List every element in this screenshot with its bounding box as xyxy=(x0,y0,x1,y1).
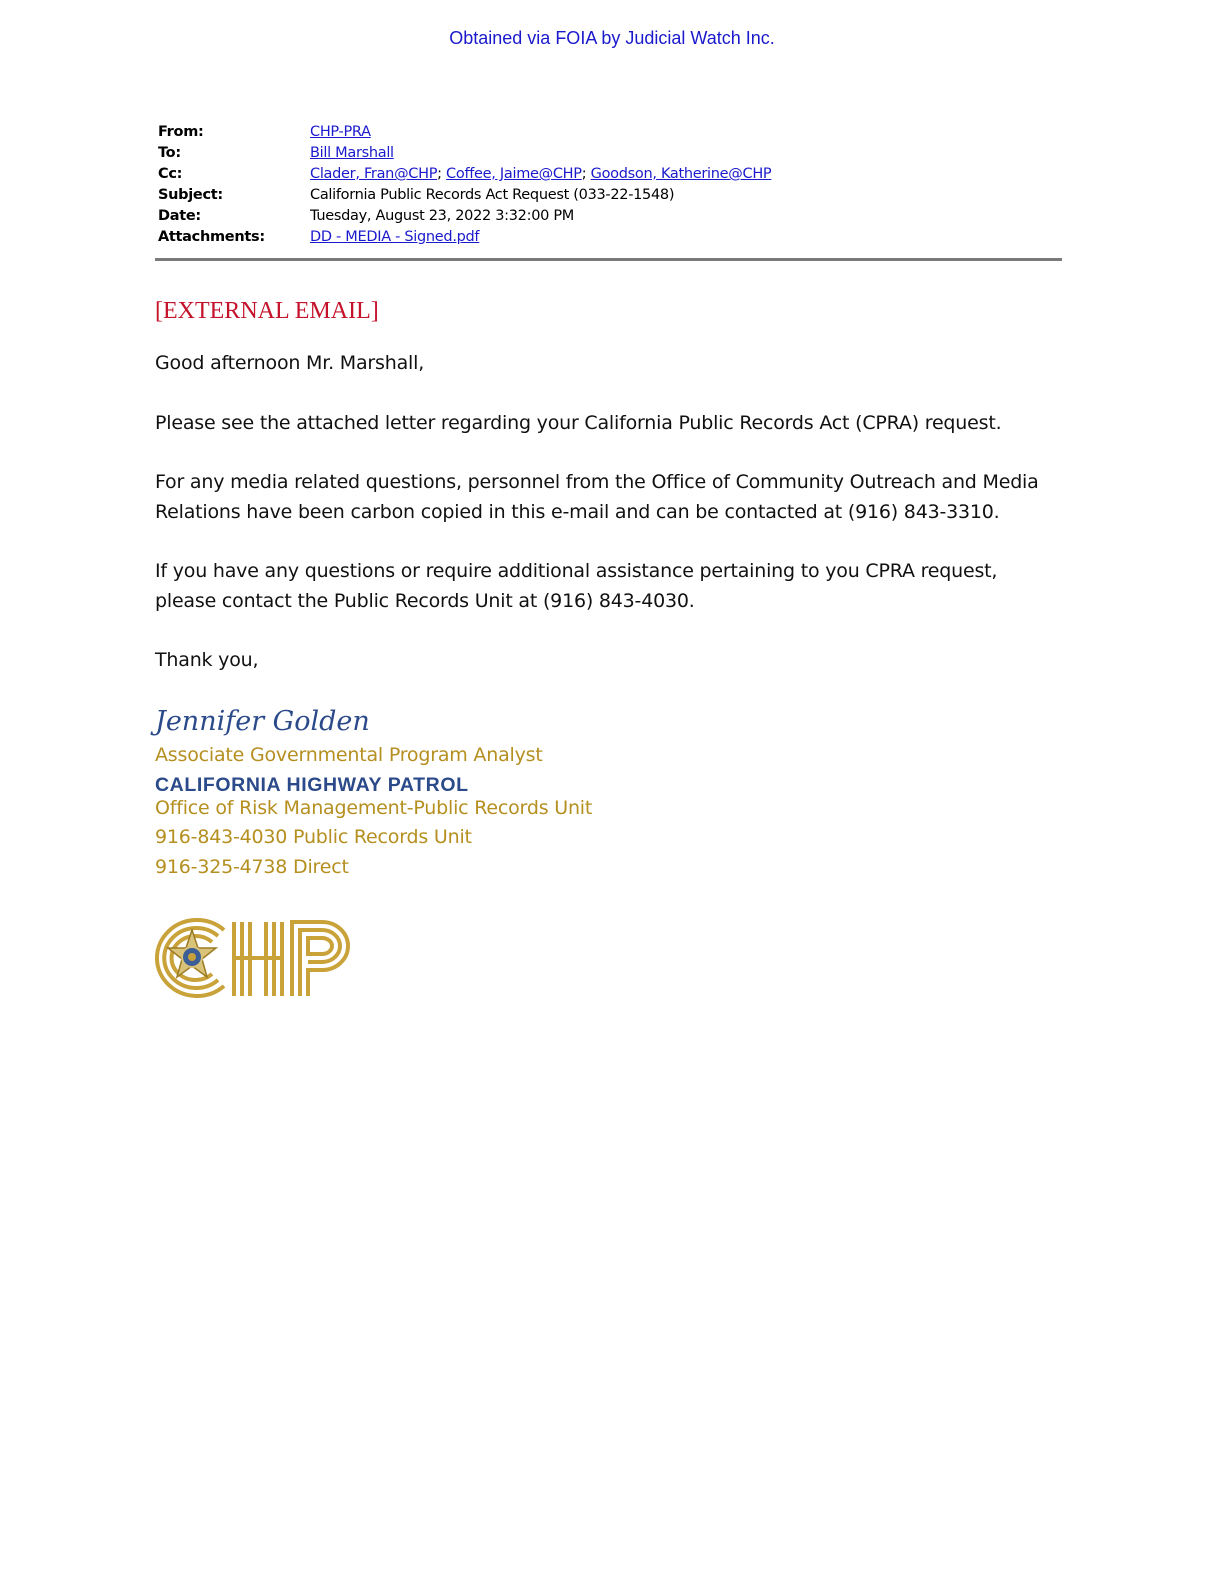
signature-title: Associate Governmental Program Analyst xyxy=(155,744,543,766)
signature-phone-direct: 916-325-4738 Direct xyxy=(155,856,349,878)
signature-phone-unit: 916-843-4030 Public Records Unit xyxy=(155,826,472,848)
signature-name: Jennifer Golden xyxy=(155,706,370,737)
date-label: Date: xyxy=(158,208,201,224)
cc-link-coffee[interactable]: Coffee, Jaime@CHP xyxy=(446,166,582,182)
date-value: Tuesday, August 23, 2022 3:32:00 PM xyxy=(310,208,575,224)
cc-separator: ; xyxy=(581,166,591,182)
paragraph-attached-letter: Please see the attached letter regarding your California Public Records Act (CPRA) request. xyxy=(155,412,1002,434)
to-row xyxy=(158,143,771,164)
cc-row xyxy=(158,164,771,185)
from-label: From: xyxy=(158,124,204,140)
date-row xyxy=(158,206,771,227)
to-link[interactable]: Bill Marshall xyxy=(310,145,394,161)
signature-org: CALIFORNIA HIGHWAY PATROL xyxy=(155,774,469,796)
email-header xyxy=(158,122,771,248)
subject-row xyxy=(158,185,771,206)
attachment-link[interactable]: DD - MEDIA - Signed.pdf xyxy=(310,229,480,245)
chp-logo xyxy=(152,912,352,1004)
greeting: Good afternoon Mr. Marshall, xyxy=(155,352,425,374)
attachments-label: Attachments: xyxy=(158,229,265,245)
cc-link-goodson[interactable]: Goodson, Katherine@CHP xyxy=(590,166,772,182)
header-divider xyxy=(155,258,1062,261)
from-link[interactable]: CHP-PRA xyxy=(310,124,371,140)
chp-logo-letter-h xyxy=(234,922,282,996)
signature-office: Office of Risk Management-Public Records Unit xyxy=(155,797,593,819)
external-email-tag: [EXTERNAL EMAIL] xyxy=(155,298,379,324)
chp-logo-letter-p xyxy=(292,922,348,996)
closing: Thank you, xyxy=(155,649,259,671)
subject-value: California Public Records Act Request (033-22-1548) xyxy=(310,187,675,203)
foia-banner: Obtained via FOIA by Judicial Watch Inc. xyxy=(449,28,775,48)
attachments-row xyxy=(158,227,771,248)
paragraph-contact-unit: If you have any questions or require additional assistance pertaining to you CPRA request, please contact the Public Records Unit at (916) 843-4030. xyxy=(155,560,998,612)
cc-label: Cc: xyxy=(158,166,183,182)
cc-separator: ; xyxy=(437,166,447,182)
from-row xyxy=(158,122,771,143)
cc-link-clader[interactable]: Clader, Fran@CHP xyxy=(310,166,438,182)
paragraph-media-questions: For any media related questions, personnel from the Office of Community Outreach and Media Relations have been carbon copied in this e-mail and can be contacted at (916) 843-3310. xyxy=(155,471,1039,523)
to-label: To: xyxy=(158,145,181,161)
subject-label: Subject: xyxy=(158,187,223,203)
